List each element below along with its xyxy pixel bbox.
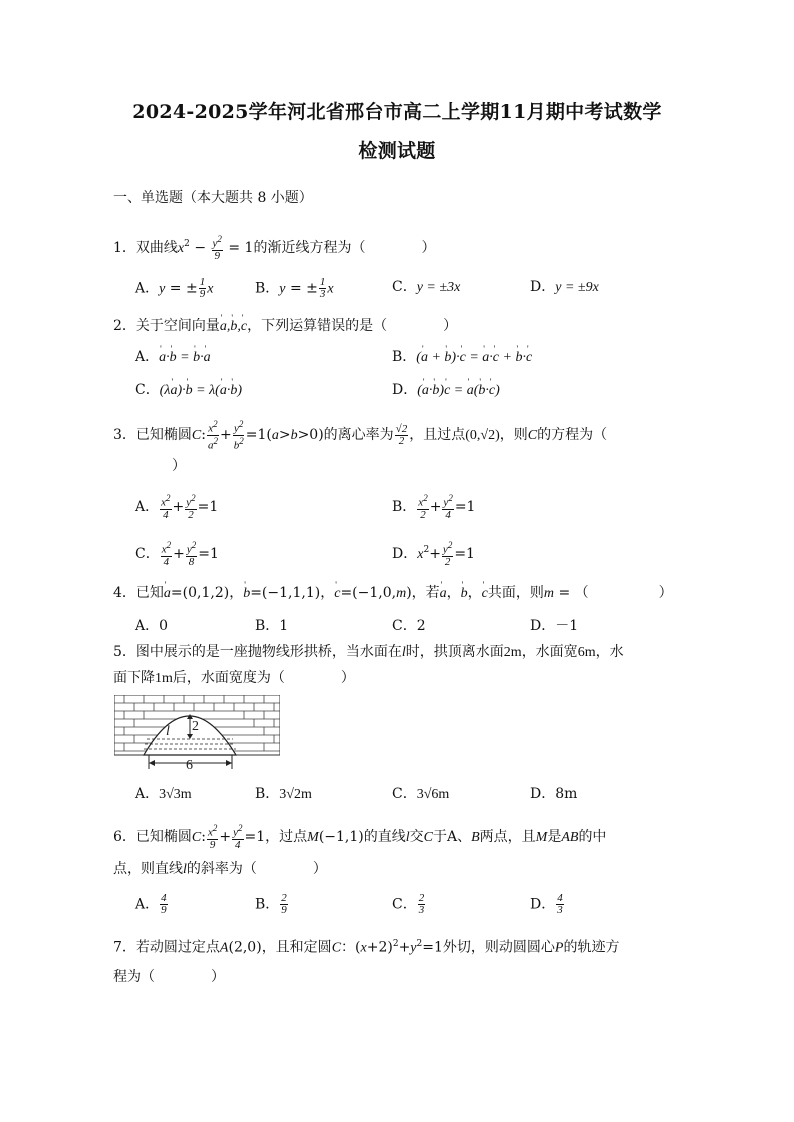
- q1-option-b: B．y = ± $\frac{1}{3}$ x: [255, 276, 334, 300]
- width-label: 6: [186, 758, 193, 771]
- q6-option-d: D． $\frac{4}{3}$: [530, 892, 563, 916]
- q1-option-d: D．y = ±9x: [530, 279, 599, 295]
- q6-option-c: C． $\frac{2}{3}$: [392, 892, 425, 916]
- q4-option-b: B．1: [255, 618, 289, 634]
- q4-option-d: D．－1: [530, 618, 579, 634]
- question-3: 3．已知椭圆C: $\frac{x^2}{a^2}$ + $\frac{y^2}{b^2}$ =1(a>b>0)的离心率为 $\frac{√2}{2}$ ，且过点(0,√2)，则C的方程为（: [113, 419, 608, 452]
- question-1: 1．双曲线$x^2$ − $\frac{y^2}{9}$ = 1的渐近线方程为（ ）: [113, 234, 436, 262]
- q2-option-d: D．(' a·' b)' c = ' a(' b·' c): [392, 380, 500, 401]
- question-6-line2: 点，则直线l的斜率为（ ）: [113, 861, 327, 877]
- q1-option-a: A．y = ± $\frac{1}{9}$ x: [135, 276, 214, 300]
- question-5-line2: 面下降1m后，水面宽度为（ ）: [113, 670, 355, 686]
- q5-option-b: B．3√2m: [255, 786, 312, 802]
- q3-option-d: D．$x^2+$ $\frac{y^2}{2}$ =1: [392, 540, 475, 568]
- q2-option-c: C．(λ' a)·' b = λ(' a·' b): [135, 380, 242, 401]
- q4-option-c: C．2: [392, 618, 426, 634]
- q5-option-c: C．3√6m: [392, 786, 450, 802]
- question-4: 4．已知' a=(0,1,2)，' b=(−1,1,1)，' c=(−1,0,m)，若' a，' b，' c共面，则m = （ ）: [113, 583, 673, 604]
- q2-option-a: A．' a·' b = ' b·' a: [135, 347, 211, 368]
- q6-option-b: B． $\frac{2}{9}$: [255, 892, 287, 916]
- q1-option-c: C．y = ±3x: [392, 279, 461, 295]
- q3-option-c: C． $\frac{x^2}{4}$ + $\frac{y^2}{8}$ =1: [135, 540, 219, 568]
- question-2: 2．关于空间向量' a,' b,' c，下列运算错误的是（ ）: [113, 316, 457, 337]
- water-level-label: l: [166, 724, 170, 739]
- q5-option-d: D．8m: [530, 786, 578, 802]
- q3-option-a: A． $\frac{x^2}{4}$ + $\frac{y^2}{2}$ =1: [135, 493, 219, 521]
- arch-bridge-figure: [114, 695, 280, 771]
- q5-option-a: A．3√3m: [135, 786, 192, 802]
- height-label: 2: [192, 719, 199, 734]
- page-title-line2: 检测试题: [358, 140, 436, 162]
- q2-option-b: B．(' a + ' b)·' c = ' a·' c + ' b·' c: [392, 347, 532, 368]
- page-title-line1: 2024-2025学年河北省邢台市高二上学期11月期中考试数学: [132, 101, 662, 123]
- question-7-line1: 7．若动圆过定点A(2,0)，且和定圆C：$(x+2)^2+y^2=1$外切，则动圆圆心P的轨迹方: [113, 939, 620, 956]
- q3-continuation: ）: [172, 458, 186, 474]
- q1-prefix: 1．双曲线: [113, 239, 178, 256]
- question-6-line1: 6．已知椭圆C: $\frac{x^2}{9}$ + $\frac{y^2}{4}$ =1，过点M(−1,1)的直线l交C于A、B两点，且M是AB的中: [113, 823, 607, 851]
- q4-option-a: A．0: [135, 618, 169, 634]
- question-5-line1: 5．图中展示的是一座抛物线形拱桥，当水面在l时，拱顶离水面2m，水面宽6m，水: [113, 644, 624, 660]
- section-header: 一、单选题（本大题共 8 小题）: [113, 190, 313, 206]
- question-7-line2: 程为（ ）: [113, 969, 225, 985]
- q3-option-b: B． $\frac{x^2}{2}$ + $\frac{y^2}{4}$ =1: [392, 493, 476, 521]
- q6-option-a: A． $\frac{4}{9}$: [135, 892, 167, 916]
- q1-suffix: 的渐近线方程为（ ）: [253, 239, 436, 256]
